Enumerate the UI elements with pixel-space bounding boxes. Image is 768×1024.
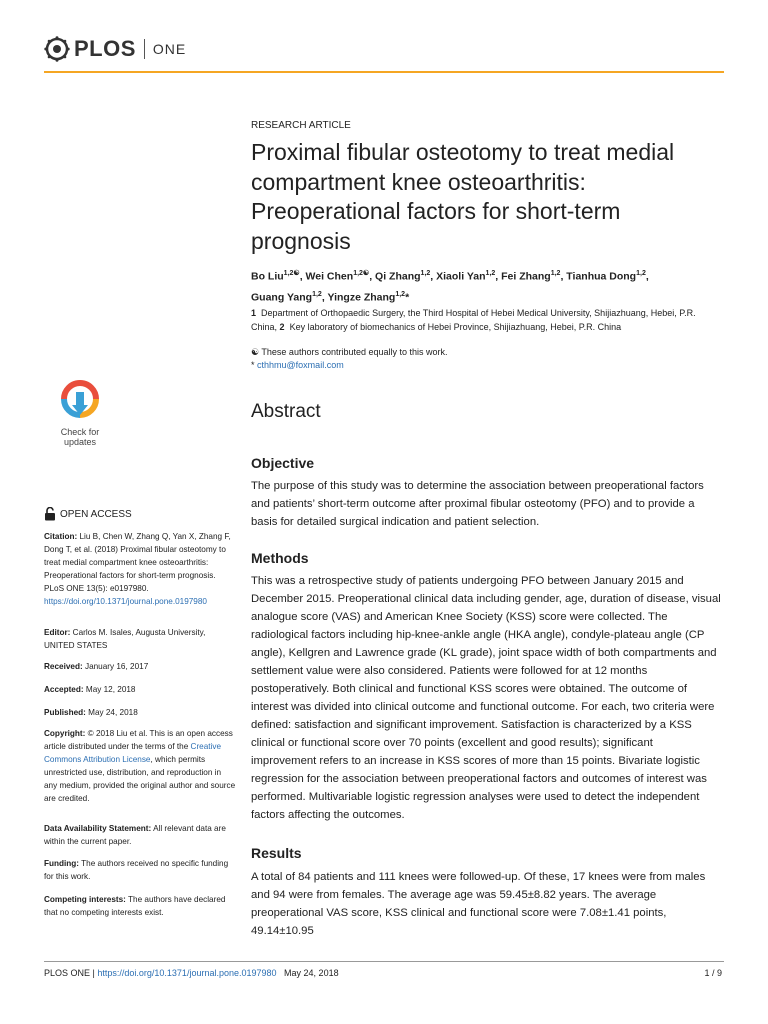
footer-journal: PLOS ONE | bbox=[44, 968, 95, 978]
author-name: Xiaoli Yan bbox=[436, 270, 486, 283]
affiliation-2: Key laboratory of biomechanics of Hebei Province, Shijiazhuang, Hebei, P.R. China bbox=[289, 322, 622, 332]
author-affiliation-sup: 1,2 bbox=[395, 290, 406, 298]
check-for-updates-badge[interactable] bbox=[55, 380, 105, 447]
affiliations: 1 Department of Orthopaedic Surgery, the Third Hospital of Hebei Medical University, Shijiazhuang, Hebei, P.R. China, 2 Key laboratory of biomechanics of Hebei Province, Shijiazhuang, Hebei, P.R. China bbox=[251, 308, 696, 332]
competing-interests-text: The authors have declared that no competing interests exist. bbox=[44, 895, 226, 918]
abstract-heading: Abstract bbox=[251, 401, 321, 422]
data-availability-text: All relevant data are within the current paper. bbox=[44, 824, 226, 847]
author-name: Guang Yang bbox=[251, 291, 313, 303]
equal-contribution-note bbox=[251, 347, 721, 358]
received-block bbox=[44, 660, 236, 673]
author-list: Bo Liu$^{1,2☯}$, Wei Chen$^{1,2☯}$, Qi Zhang$^{1,2}$, Xiaoli Yan$^{1,2}$, Fei Zhang$^{1,2}$, Tianhua Dong$^{1,2}$, Guang Yang$^{1,2}$, Yingze Zhang$^{1,2}$* bbox=[251, 270, 649, 303]
author-affiliation-sup: 1,2☯ bbox=[353, 270, 370, 277]
header-rule bbox=[44, 71, 724, 73]
funding-block bbox=[44, 857, 236, 883]
corresponding-email-link[interactable]: cthhmu@foxmail.com bbox=[257, 360, 344, 370]
objective-text: The purpose of this study was to determine the association between preoperational factors and patients’ short-term outcome after proximal fibular osteotomy (PFO) and to provide a basis for detailed surgical indication and patient selection. bbox=[251, 480, 704, 528]
published-date: May 24, 2018 bbox=[88, 708, 138, 717]
data-availability-block bbox=[44, 822, 236, 848]
citation-text: Liu B, Chen W, Zhang Q, Yan X, Zhang F, Dong T, et al. (2018) Proximal fibular osteotomy to treat medial compartment knee osteoarthritis: Preoperational factors for short-term prognosis. PLoS ONE 13(5): e0197980. bbox=[44, 532, 231, 594]
published-label: Published: bbox=[44, 708, 86, 717]
methods-heading: Methods bbox=[251, 550, 309, 566]
check-for-updates-label: Check for updates bbox=[60, 427, 100, 447]
editor-text: Carlos M. Isales, Augusta University, UNITED STATES bbox=[44, 628, 206, 651]
equal-contribution-icon: ☯ bbox=[251, 347, 260, 357]
methods-text: This was a retrospective study of patients undergoing PFO between January 2015 and December 2015. Preoperational clinical data including gender, age, duration of disease, visual analogue score (VAS) and American Knee Society (KSS) score were collected. The radiological factors including hip-knee-ankle angle (HKA angle), condyle-plateau angle (CP angle), Kellgren and Lawrence grade (KL grade), joint space width of both compartments and settlement value were also considered. Patients were followed for at 12 months postoperatively. Both clinical and functional KSS scores were obtained. The outcome of interest was divided into clinical outcome and functional outcome. For each, two criteria were defined: satisfaction and significant improvement. Satisfaction is characterized by a KSS clinical or functional score over 70 points (excellent and good results); significant improvement refers to an increase in KSS scores of more than 15 points. Bivariate logistic regression for the association between preoperational factors and outcomes of interest was performed. Multivariable logistic regression analyses were used to detect the independent factors affecting the outcomes. bbox=[251, 575, 721, 821]
copyright-block bbox=[44, 727, 236, 806]
author-affiliation-sup: 1,2 bbox=[550, 270, 561, 277]
brand-name: PLOS bbox=[74, 36, 136, 61]
license-link[interactable]: Creative Commons Attribution License bbox=[44, 742, 222, 765]
citation-block bbox=[44, 530, 236, 609]
competing-interests-label: Competing interests: bbox=[44, 895, 126, 904]
affiliation-1: Department of Orthopaedic Surgery, the Third Hospital of Hebei Medical University, Shijiazhuang, Hebei, P.R. China, bbox=[251, 308, 696, 332]
published-block bbox=[44, 706, 236, 719]
corresponding-author bbox=[251, 360, 721, 370]
copyright-text: © 2018 Liu et al. This is an open access article distributed under the terms of the bbox=[44, 729, 233, 752]
plos-logo-icon bbox=[44, 36, 70, 62]
author-name: Fei Zhang bbox=[501, 270, 551, 283]
editor-label: Editor: bbox=[44, 628, 71, 637]
open-lock-icon bbox=[44, 507, 56, 521]
citation-doi-link[interactable]: https://doi.org/10.1371/journal.pone.0197980 bbox=[44, 597, 207, 607]
author-name: Bo Liu bbox=[251, 270, 284, 283]
objective-heading: Objective bbox=[251, 455, 315, 471]
author-affiliation-sup: 1,2 bbox=[636, 270, 646, 277]
accepted-date: May 12, 2018 bbox=[85, 685, 136, 694]
accepted-label: Accepted: bbox=[44, 685, 84, 694]
editor-block bbox=[44, 626, 236, 652]
funding-label: Funding: bbox=[44, 859, 80, 868]
accepted-block bbox=[44, 683, 236, 696]
open-access-badge bbox=[44, 507, 132, 521]
author-affiliation-sup: 1,2 bbox=[485, 270, 496, 277]
footer-doi-link[interactable]: https://doi.org/10.1371/journal.pone.0197980 bbox=[97, 968, 277, 978]
received-date: January 16, 2017 bbox=[84, 662, 149, 671]
data-availability-label: Data Availability Statement: bbox=[44, 824, 152, 833]
author-affiliation-sup: 1,2 bbox=[312, 290, 322, 298]
plos-one-logo[interactable] bbox=[44, 34, 186, 64]
copyright-label: Copyright: bbox=[44, 729, 86, 738]
results-heading: Results bbox=[251, 845, 302, 861]
author-name: Wei Chen bbox=[305, 270, 354, 283]
author-affiliation-sup: 1,2☯ bbox=[283, 270, 300, 277]
footer-rule bbox=[44, 961, 724, 962]
asterisk-icon: * bbox=[251, 360, 255, 370]
open-access-label: OPEN ACCESS bbox=[60, 508, 132, 520]
author-name: Yingze Zhang bbox=[327, 291, 396, 303]
citation-label: Citation: bbox=[44, 532, 78, 541]
article-type: RESEARCH ARTICLE bbox=[251, 120, 351, 131]
received-label: Received: bbox=[44, 662, 83, 671]
author-name: Tianhua Dong bbox=[566, 270, 637, 283]
competing-interests-block bbox=[44, 893, 236, 919]
footer-date: May 24, 2018 bbox=[284, 968, 339, 978]
copyright-text-end: , which permits unrestricted use, distribution, and reproduction in any medium, provided the original author and source are credited. bbox=[44, 755, 236, 804]
footer bbox=[44, 968, 339, 978]
journal-name: ONE bbox=[152, 41, 187, 57]
author-affiliation-sup: 1,2 bbox=[420, 270, 431, 277]
corresponding-asterisk: * bbox=[405, 291, 410, 303]
author-name: Qi Zhang bbox=[375, 270, 421, 283]
article-title: Proximal fibular osteotomy to treat medial compartment knee osteoarthritis: Preoperational factors for short-term prognosis bbox=[251, 139, 675, 254]
page-number: 1 / 9 bbox=[704, 968, 722, 978]
logo-divider bbox=[144, 39, 145, 59]
funding-text: The authors received no specific funding for this work. bbox=[44, 859, 229, 882]
equal-contribution-text: These authors contributed equally to this work. bbox=[261, 347, 448, 357]
crossmark-icon bbox=[55, 380, 105, 418]
results-text: A total of 84 patients and 111 knees were followed-up. Of these, 17 knees were from males and 94 were from females. The average age was 59.45±8.82 years. The average preoperational VAS score, KSS clinical and functional score were 7.08±1.41 points, 49.14±10.95 bbox=[251, 871, 706, 937]
